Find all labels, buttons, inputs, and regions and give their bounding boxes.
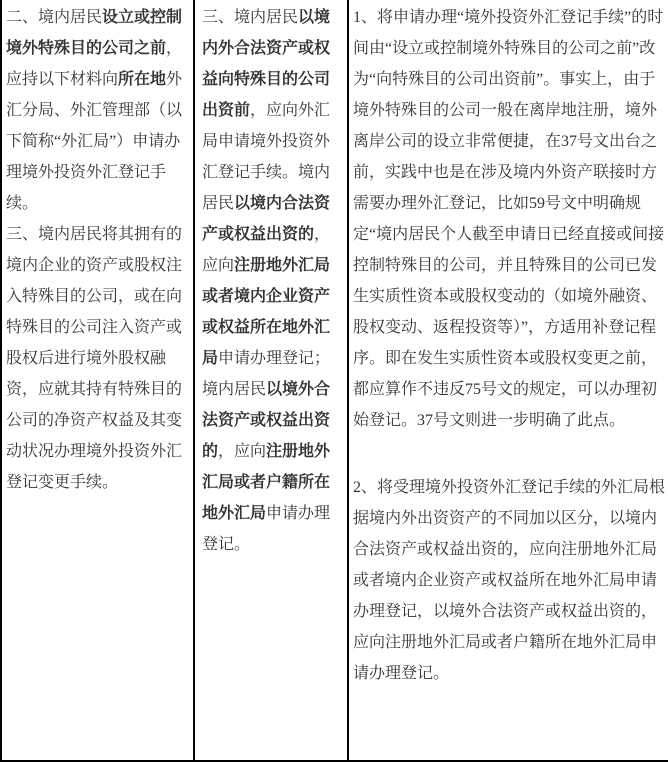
text-run: ，应持以下材料向 [6,40,183,88]
clause-paragraph [202,2,342,560]
emphasized-text-run: 以境内外合法资产或权益向特殊目的公司出资前 [202,9,331,119]
emphasized-text-run: 设立或控制境外特殊目的公司之前 [6,9,183,57]
emphasized-text-run: 注册地外汇局或者户籍所在地外汇局 [202,443,331,522]
text-run: 申请办理登记。 [202,505,331,553]
text-run: 三、境内居民 [202,9,299,26]
text-run: 三、境内居民将其拥有的境内企业的资产或股权注入特殊目的公司，或在向特殊目的公司注入资产或股权后进行境外股权融资，应就其持有特殊目的公司的净资产权益及其变动状况办理境外投资外汇登记变更手续。 [6,226,183,491]
clause-paragraph [6,219,189,498]
emphasized-text-run: 注册地外汇局或者境内企业资产或权益所在地外汇局 [202,257,331,367]
text-run: ，应向外汇局申请境外投资外汇登记手续。境内居民 [202,102,331,212]
text-run: 二、境内居民 [6,9,103,26]
text-run: 外汇分局、外汇管理部（以下简称“外汇局”）申请办理境外投资外汇登记手续。 [6,71,183,212]
commentary-paragraph [353,472,665,689]
clause-paragraph [6,2,189,219]
text-run: 申请办理登记；境内居民 [202,350,331,398]
text-run: ，应向 [202,226,331,274]
text-run: ，应向 [218,443,267,460]
commentary-paragraph [353,2,665,436]
emphasized-text-run: 所在地 [118,71,167,88]
table-column-new-rule [195,0,349,760]
emphasized-text-run: 以境外合法资产或权益出资的 [202,381,331,460]
emphasized-text-run: 以境内合法资产或权益出资的 [202,195,331,243]
text-run: 2、将受理境外投资外汇登记手续的外汇局根据境内外出资资产的不同加以区分，以境内合法资产或权益出资的，应向注册地外汇局或者境内企业资产或权益所在地外汇局申请办理登记，以境外合法资产或权益出资的，应向注册地外汇局或者户籍所在地外汇局申请办理登记。 [353,479,666,682]
text-run: 1、将申请办理“境外投资外汇登记手续”的时间由“设立或控制境外特殊目的公司之前”改为“向特殊目的公司出资前”。事实上，由于境外特殊目的公司一般在离岸地注册，境外离岸公司的设立非常便捷，在37号文出台之前，实践中也是在涉及境内外资产联接时方需要办理外汇登记，比如59号文中明确规定“境内居民个人截至申请日已经直接或间接控制特殊目的公司，并且特殊目的公司已发生实质性资本或股权变动的（如境外融资、股权变动、返程投资等）”，方适用补登记程序。即在发生实质性资本或股权变更之前，都应算作不违反75号文的规定，可以办理初始登记。37号文则进一步明确了此点。 [353,9,665,429]
table-column-old-rule [2,0,195,760]
table-column-commentary [349,0,668,760]
